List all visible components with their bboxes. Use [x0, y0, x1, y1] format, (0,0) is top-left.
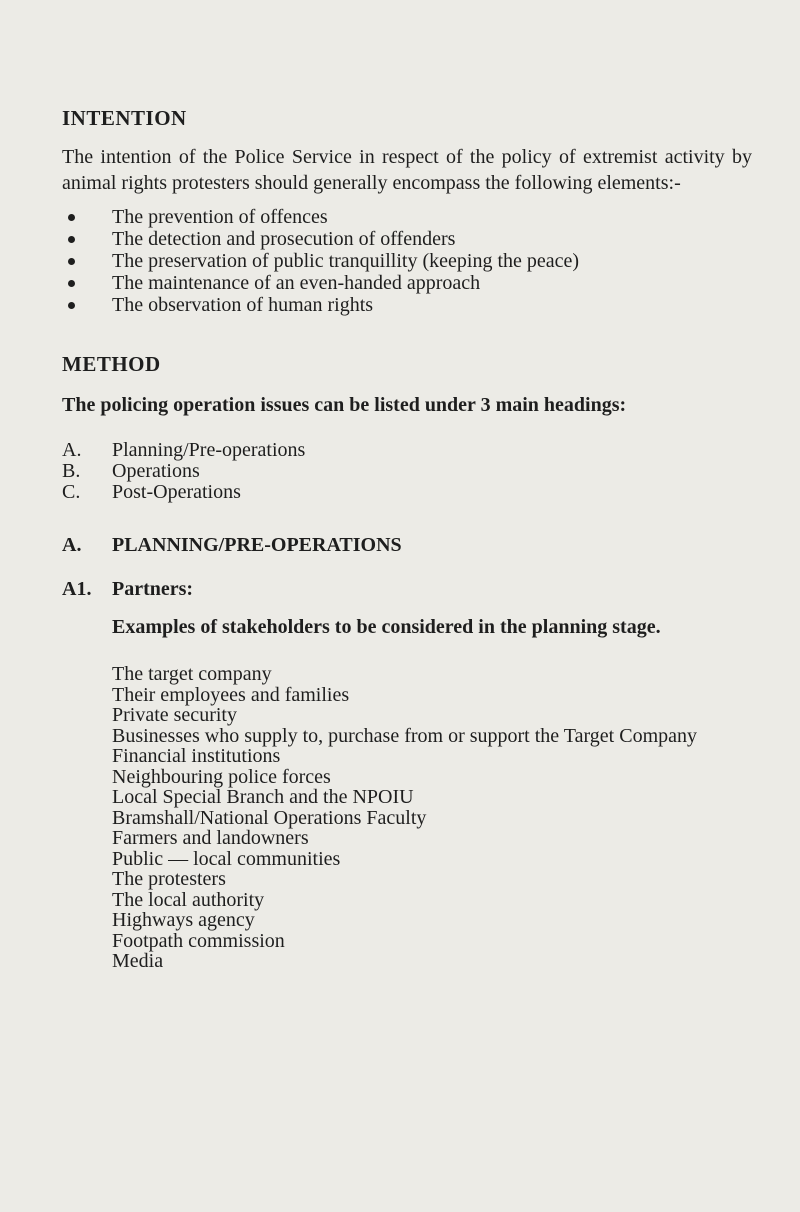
list-item: Financial institutions	[112, 745, 281, 767]
section-title: Partners:	[112, 578, 194, 600]
list-item: Highways agency	[112, 909, 255, 931]
list-item: The target company	[112, 663, 272, 685]
list-item	[62, 482, 305, 503]
heading-label: Operations	[112, 460, 200, 482]
list-item: Their employees and families	[112, 683, 350, 706]
list-item: The protesters	[112, 868, 226, 890]
heading-label: Post-Operations	[112, 481, 241, 503]
method-headings-list	[62, 440, 305, 503]
list-item	[62, 461, 305, 482]
element-text: The detection and prosecution of offenders	[112, 228, 456, 250]
heading-letter: B.	[62, 460, 81, 482]
element-text: The observation of human rights	[112, 294, 374, 316]
method-heading: METHOD	[62, 352, 161, 376]
element-text: The prevention of offences	[112, 206, 328, 228]
element-text: The maintenance of an even-handed approach	[112, 272, 481, 294]
section-number: A.	[62, 534, 82, 556]
list-item: Private security	[112, 704, 237, 726]
list-item: The local authority	[112, 888, 265, 911]
list-item	[62, 294, 579, 316]
list-item: Businesses who supply to, purchase from or support the Target Company	[112, 724, 698, 747]
section-number: A1.	[62, 578, 92, 600]
section-a-heading	[62, 534, 402, 557]
stakeholders-list	[112, 664, 697, 972]
bullet-icon	[68, 280, 75, 287]
section-title: PLANNING/PRE-OPERATIONS	[112, 534, 402, 556]
list-item: Farmers and landowners	[112, 827, 309, 849]
element-text: The preservation of public tranquillity (keeping the peace)	[112, 250, 580, 272]
heading-letter: A.	[62, 439, 82, 461]
bullet-icon	[68, 258, 75, 265]
heading-label: Planning/Pre-operations	[112, 439, 306, 461]
list-item: Neighbouring police forces	[112, 765, 331, 788]
list-item: Public — local communities	[112, 847, 341, 870]
list-item	[62, 228, 579, 250]
intention-heading: INTENTION	[62, 106, 187, 130]
method-subheading: The policing operation issues can be listed under 3 main headings:	[62, 394, 627, 416]
section-a1-heading	[62, 578, 193, 601]
heading-letter: C.	[62, 481, 81, 503]
examples-heading: Examples of stakeholders to be considered in the planning stage.	[112, 616, 661, 638]
list-item	[62, 206, 579, 228]
bullet-icon	[68, 214, 75, 221]
list-item: Footpath commission	[112, 929, 285, 952]
list-item	[62, 250, 579, 272]
bullet-icon	[68, 302, 75, 309]
list-item	[62, 272, 579, 294]
intention-intro: The intention of the Police Service in respect of the policy of extremist activity by animal rights protesters should generally encompass the following elements:-	[62, 146, 752, 194]
intention-elements-list	[62, 206, 579, 316]
list-item	[62, 440, 305, 461]
list-item: Media	[112, 950, 164, 972]
bullet-icon	[68, 236, 75, 243]
list-item: Local Special Branch and the NPOIU	[112, 786, 414, 808]
list-item: Bramshall/National Operations Faculty	[112, 806, 427, 829]
